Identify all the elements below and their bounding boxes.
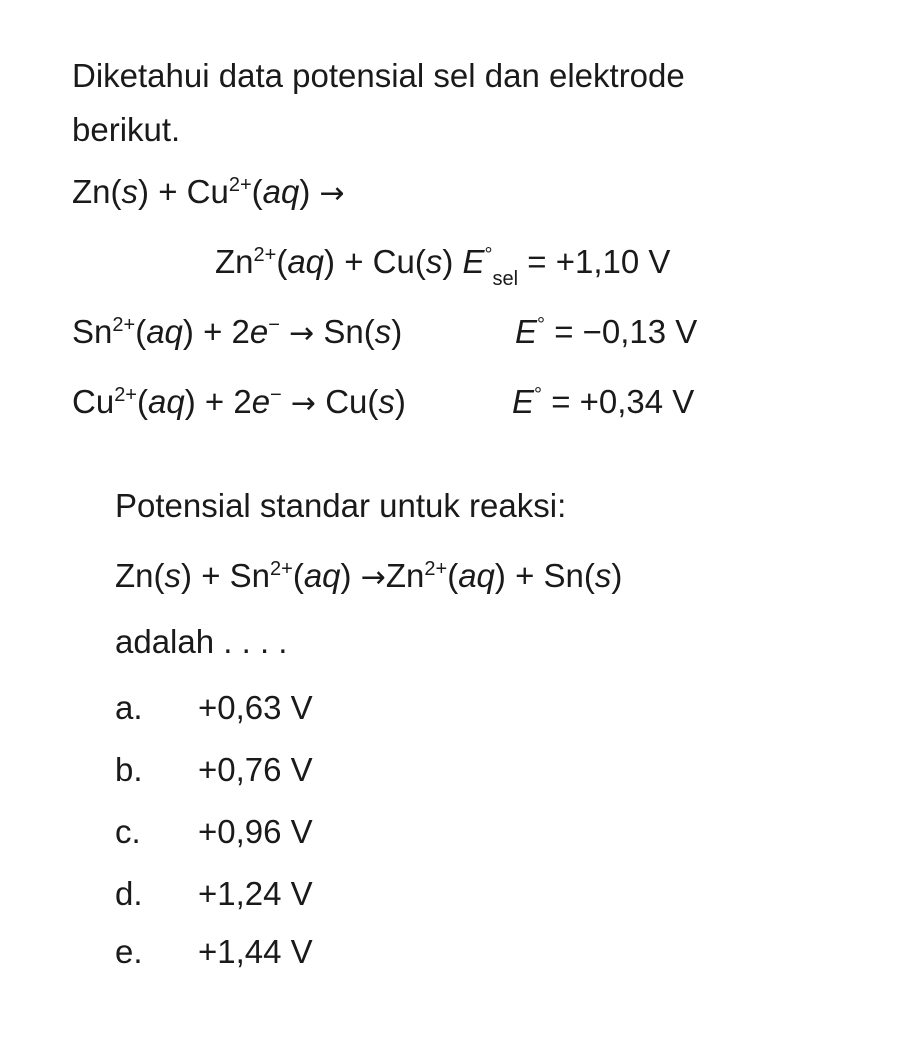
reaction-2-potential: E° = −0,13 V xyxy=(515,313,698,350)
option-value: +0,96 V xyxy=(198,813,313,850)
question-suffix: adalah . . . . xyxy=(115,623,288,660)
question-prompt: Potensial standar untuk reaksi: xyxy=(115,487,567,524)
reaction-1-reactants: $Zn(s) + Cu^{2+}(aq)$ → xyxy=(72,173,345,211)
question-reaction: $Zn(s) + Sn^{2+}(aq) \to Zn^{2+}(aq) + Sn(s)$ xyxy=(115,557,623,595)
option-value: +0,76 V xyxy=(198,751,313,788)
option-letter: c. xyxy=(115,813,141,850)
option-letter: d. xyxy=(115,875,143,912)
option-value: +1,44 V xyxy=(198,933,313,970)
option-value: +1,24 V xyxy=(198,875,313,912)
reaction-3-cu: $Cu^{2+}(aq) + 2e^- \to Cu(s)$ xyxy=(72,383,406,421)
intro-line-1: Diketahui data potensial sel dan elektrode xyxy=(72,57,685,94)
option-letter: b. xyxy=(115,751,143,788)
reaction-1-products: $Zn^{2+}(aq) + Cu(s) E^\circ_{sel} = +1,10$ V xyxy=(215,243,671,290)
reaction-2-sn: $Sn^{2+}(aq) + 2e^- \to Sn(s)$ xyxy=(72,313,403,351)
option-value: +0,63 V xyxy=(198,689,313,726)
option-letter: a. xyxy=(115,689,143,726)
intro-line-2: berikut. xyxy=(72,111,181,148)
reaction-3-potential: E° = +0,34 V xyxy=(512,383,695,420)
option-letter: e. xyxy=(115,933,143,970)
